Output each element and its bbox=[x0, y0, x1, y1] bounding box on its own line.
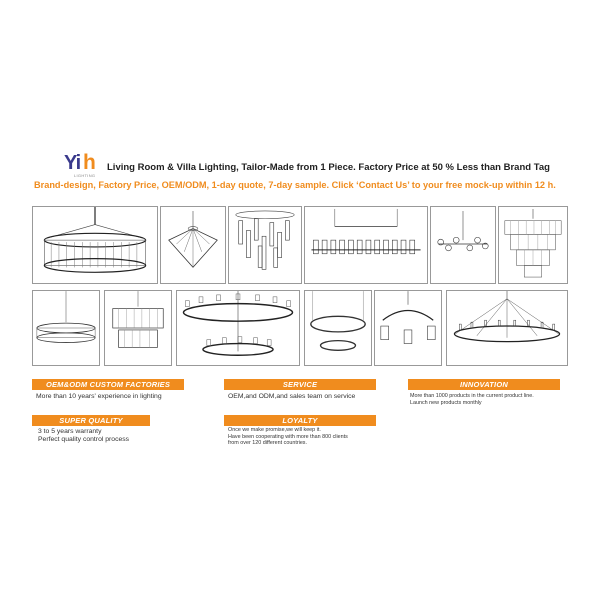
loyalty-text bbox=[228, 427, 348, 447]
product-image-lantern-cluster[interactable] bbox=[374, 290, 442, 366]
product-image-crystal-ring-chandelier[interactable] bbox=[32, 206, 158, 284]
product-image-double-ring-chandelier[interactable] bbox=[176, 290, 300, 366]
loyalty-line-3: from over 120 different countries. bbox=[228, 440, 308, 447]
logo-yi: Yi bbox=[64, 152, 81, 174]
innovation-line-2: Launch new products monthly bbox=[410, 399, 482, 406]
service-text bbox=[228, 393, 355, 401]
linear-crystal-chandelier-icon bbox=[305, 207, 427, 283]
product-image-cascade-pendant[interactable] bbox=[228, 206, 302, 284]
quality-line-2: Perfect quality control process bbox=[38, 436, 130, 443]
loyalty-banner: LOYALTY bbox=[224, 415, 376, 426]
quality-line-1: 3 to 5 years warranty bbox=[38, 428, 102, 435]
quality-banner: SUPER QUALITY bbox=[32, 415, 150, 426]
two-tier-drum-chandelier-icon bbox=[105, 291, 171, 365]
tagline: Brand-design, Factory Price, OEM/ODM, 1-day quote, 7-day sample. Click ‘Contact Us’ to your free mock-up within 12 h. bbox=[34, 180, 556, 190]
product-image-two-tier-drum-chandelier[interactable] bbox=[104, 290, 172, 366]
branch-chandelier-icon bbox=[431, 207, 495, 283]
product-image-wagon-wheel-chandelier[interactable] bbox=[446, 290, 568, 366]
brand-logo bbox=[64, 152, 98, 182]
double-ring-chandelier-icon bbox=[177, 291, 299, 365]
wagon-wheel-chandelier-icon bbox=[447, 291, 567, 365]
logo-sub: LIGHTING bbox=[74, 173, 96, 178]
service-line-1: OEM,and ODM,and sales team on service bbox=[228, 393, 356, 400]
oem-banner: OEM&ODM CUSTOM FACTORIES bbox=[32, 379, 184, 390]
product-image-linear-crystal-chandelier[interactable] bbox=[304, 206, 428, 284]
innovation-text bbox=[410, 393, 534, 406]
umbrella-pendant-icon bbox=[161, 207, 225, 283]
innovation-banner: INNOVATION bbox=[408, 379, 560, 390]
crystal-ring-chandelier-icon bbox=[33, 207, 157, 283]
product-image-tiered-crystal-chandelier[interactable] bbox=[498, 206, 568, 284]
oem-text bbox=[36, 393, 162, 401]
quality-text bbox=[38, 428, 129, 444]
headline: Living Room & Villa Lighting, Tailor-Made from 1 Piece. Factory Price at 50 % Less than Brand Tag bbox=[107, 162, 550, 173]
lantern-cluster-icon bbox=[375, 291, 441, 365]
logo-h: h bbox=[83, 151, 96, 174]
cascade-pendant-icon bbox=[229, 207, 301, 283]
loyalty-line-1: Once we make promise,we will keep it. bbox=[228, 427, 321, 433]
service-banner: SERVICE bbox=[224, 379, 376, 390]
tiered-crystal-chandelier-icon bbox=[499, 207, 567, 283]
innovation-line-1: More than 1000 products in the current product line. bbox=[410, 393, 534, 399]
product-image-round-crystal-chandelier[interactable] bbox=[32, 290, 100, 366]
loyalty-line-2: Have been cooperating with more than 800 clients bbox=[228, 433, 348, 440]
product-image-branch-chandelier[interactable] bbox=[430, 206, 496, 284]
oem-line-1: More than 10 years' experience in lighting bbox=[36, 393, 162, 400]
product-image-umbrella-pendant[interactable] bbox=[160, 206, 226, 284]
round-crystal-chandelier-icon bbox=[33, 291, 99, 365]
product-image-halo-ring-pendant[interactable] bbox=[304, 290, 372, 366]
halo-ring-pendant-icon bbox=[305, 291, 371, 365]
